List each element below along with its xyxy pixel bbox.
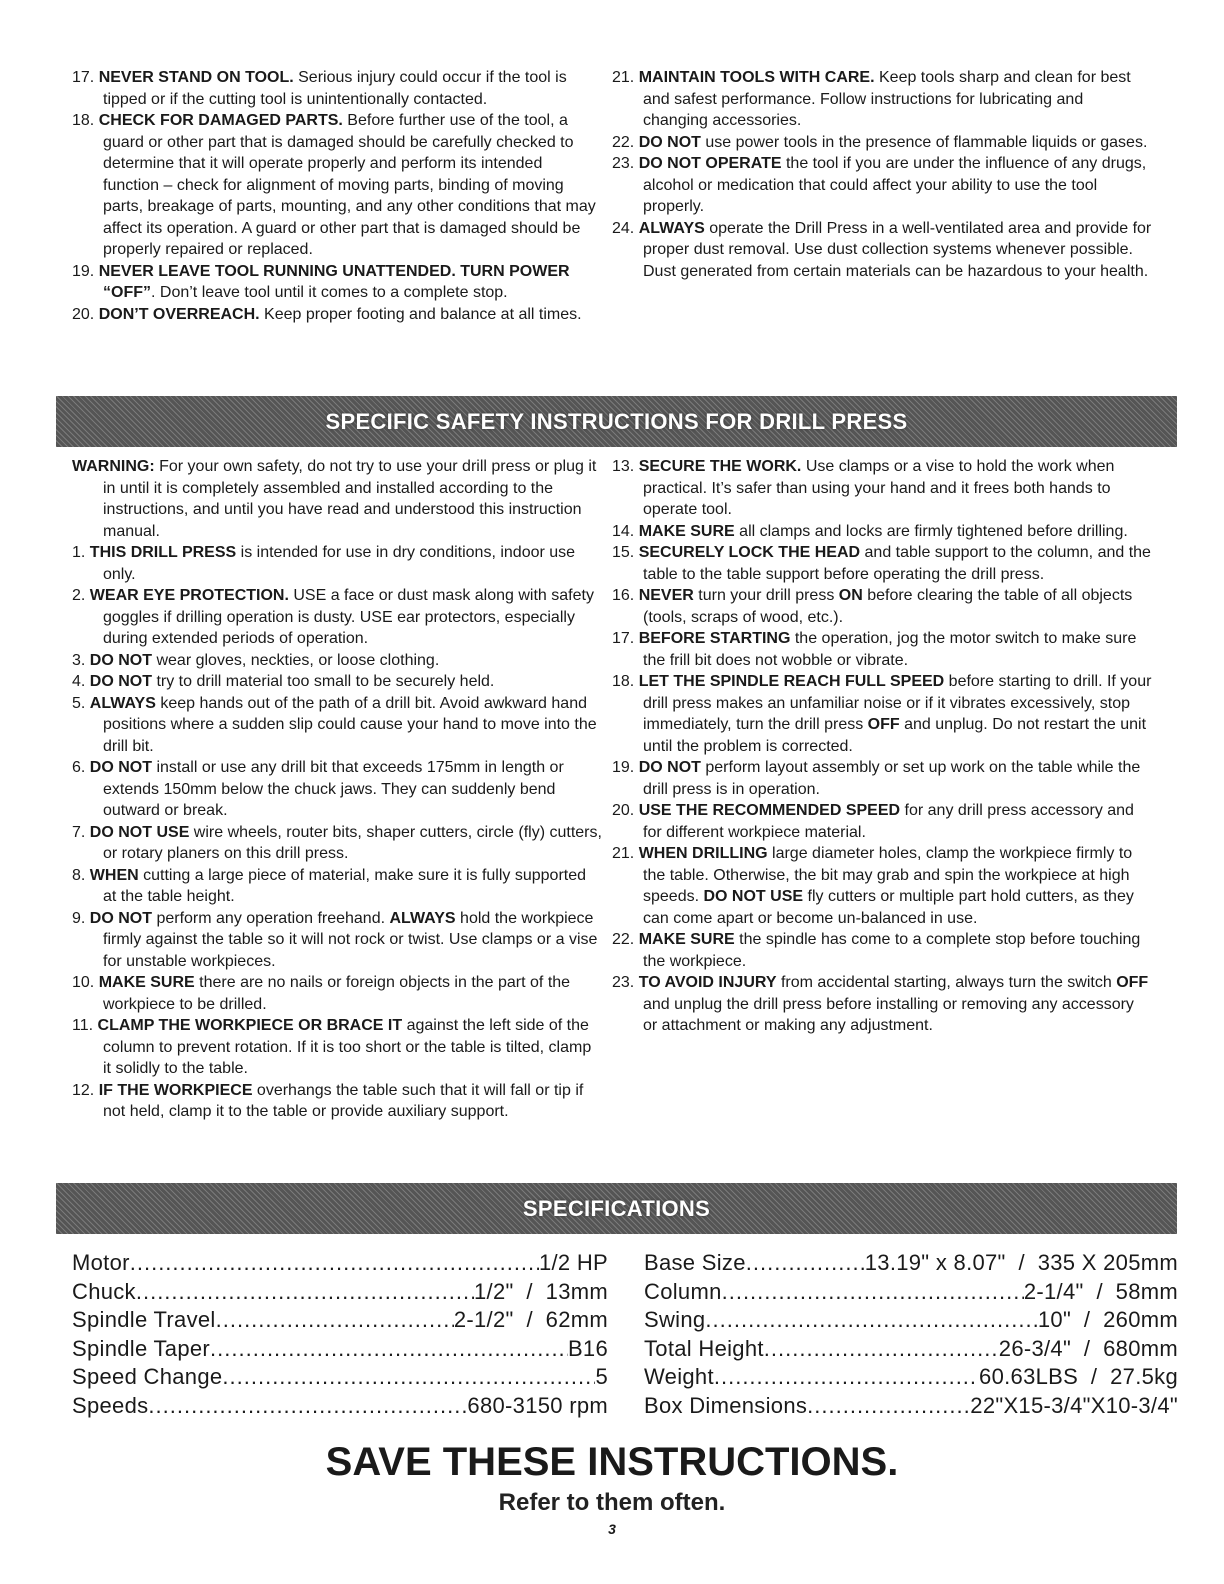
rule-text: before starting to drill. If your drill press makes an unfamiliar noise or if it vibrates excessively, stop immediately, turn the drill press bbox=[643, 673, 1152, 733]
spec-row bbox=[72, 1363, 608, 1392]
rule-text: the operation, jog the motor switch to make sure the frill bit does not wobble or vibrate. bbox=[643, 630, 1137, 669]
rule-emphasis: DO NOT bbox=[638, 759, 701, 776]
rule-number: 4. bbox=[72, 673, 86, 690]
spec-value: 13.19" x 8.07" / 335 X 205mm bbox=[864, 1250, 1178, 1275]
rule-number: 2. bbox=[72, 587, 86, 604]
rule-number: 17. bbox=[612, 630, 635, 647]
rule-text: perform any operation freehand. bbox=[152, 909, 390, 927]
spec-leader-dots bbox=[746, 1249, 865, 1278]
spec-row bbox=[644, 1363, 1178, 1392]
rule-number: 15. bbox=[612, 544, 635, 561]
spec-row bbox=[72, 1306, 608, 1335]
safety-rule-item bbox=[612, 67, 1152, 132]
rule-emphasis: DO NOT OPERATE bbox=[638, 155, 782, 172]
rule-number: 20. bbox=[612, 802, 635, 819]
rule-number: 19. bbox=[72, 262, 95, 280]
specs-right-table bbox=[644, 1249, 1178, 1421]
spec-label: Column bbox=[644, 1278, 722, 1304]
rule-emphasis: WEAR EYE PROTECTION. bbox=[89, 587, 289, 604]
safety-rule-item bbox=[612, 585, 1152, 628]
rule-text: Keep tools sharp and clean for best and safest performance. Follow instructions for lubricating and changing accessories. bbox=[643, 69, 1131, 129]
rule-emphasis: MAINTAIN TOOLS WITH CARE. bbox=[638, 69, 875, 86]
rule-emphasis: IF THE WORKPIECE bbox=[98, 1081, 253, 1099]
rule-emphasis: ALWAYS bbox=[89, 694, 156, 712]
rule-text: Use clamps or a vise to hold the work when practical. It’s safer than using your hand and it frees both hands to operate tool. bbox=[643, 458, 1115, 518]
safety-rule-item bbox=[612, 218, 1152, 283]
spec-label: Base Size bbox=[644, 1250, 746, 1275]
specific-rules-right-column bbox=[612, 456, 1152, 1037]
safety-rule-item bbox=[72, 671, 602, 693]
spec-value: 1/2 HP bbox=[538, 1250, 608, 1275]
spec-leader-dots bbox=[807, 1392, 970, 1421]
spec-label: Motor bbox=[72, 1250, 130, 1275]
rule-text: is intended for use in dry conditions, indoor use only. bbox=[103, 544, 576, 583]
spec-row bbox=[72, 1335, 608, 1364]
spec-leader-dots bbox=[148, 1392, 467, 1421]
rule-text: try to drill material too small to be securely held. bbox=[152, 673, 495, 690]
safety-rule-item bbox=[72, 757, 602, 822]
rule-number: 18. bbox=[612, 673, 635, 690]
rule-emphasis: CHECK FOR DAMAGED PARTS. bbox=[98, 112, 343, 129]
rule-text: overhangs the table such that it will fall or tip if not held, clamp it to the table or provide auxiliary support. bbox=[103, 1081, 584, 1120]
rule-emphasis: MAKE SURE bbox=[98, 974, 195, 991]
rule-text: . Don’t leave tool until it comes to a complete stop. bbox=[151, 284, 508, 301]
spec-leader-dots bbox=[722, 1278, 1024, 1307]
rule-emphasis: USE THE RECOMMENDED SPEED bbox=[638, 802, 901, 819]
rule-number: 5. bbox=[72, 694, 86, 712]
rule-number: 17. bbox=[72, 69, 95, 86]
rule-text: operate the Drill Press in a well-ventilated area and provide for proper dust removal. Use dust collection systems whenever possible. Dust generated from certain materials can be hazardous to your health. bbox=[643, 219, 1152, 280]
rule-text: wire wheels, router bits, shaper cutters, circle (fly) cutters, or rotary planers on this drill press. bbox=[103, 823, 602, 862]
specific-rules-left-list bbox=[72, 542, 602, 1123]
rule-number: 19. bbox=[612, 759, 635, 776]
rule-text: Serious injury could occur if the tool is tipped or if the cutting tool is unintentionally contacted. bbox=[103, 69, 567, 108]
rule-emphasis: SECURE THE WORK. bbox=[638, 458, 802, 475]
rule-text: and unplug the drill press before installing or removing any accessory or attachment or making any adjustment. bbox=[643, 995, 1134, 1034]
rule-text: before clearing the table of all objects (tools, scraps of wood, etc.). bbox=[643, 587, 1133, 626]
safety-rule-item bbox=[72, 585, 602, 650]
rule-number: 23. bbox=[612, 974, 635, 991]
warning-text: For your own safety, do not try to use your drill press or plug it in until it is completely assembled and installed according to the instructions, and until you have read and understood this instruction manual. bbox=[103, 458, 597, 540]
rule-text: for any drill press accessory and for different workpiece material. bbox=[643, 802, 1134, 841]
rule-number: 22. bbox=[612, 931, 635, 948]
spec-label: Weight bbox=[644, 1364, 714, 1390]
rule-emphasis: WHEN DRILLING bbox=[638, 845, 768, 862]
safety-rule-item bbox=[72, 650, 602, 672]
specifications-banner bbox=[56, 1183, 1177, 1234]
rule-number: 23. bbox=[612, 155, 635, 172]
rule-emphasis: MAKE SURE bbox=[638, 522, 735, 540]
rule-number: 7. bbox=[72, 823, 86, 841]
spec-label: Box Dimensions bbox=[644, 1392, 808, 1418]
rule-emphasis: SECURELY LOCK THE HEAD bbox=[638, 544, 861, 561]
spec-row bbox=[72, 1249, 608, 1278]
spec-value: 1/2" / 13mm bbox=[474, 1278, 608, 1304]
spec-row bbox=[644, 1278, 1178, 1307]
rule-text: USE a face or dust mask along with safety goggles if drilling operation is dusty. USE ear protectors, especially during extended periods of operation. bbox=[103, 587, 594, 647]
rule-number: 12. bbox=[72, 1081, 95, 1099]
spec-row bbox=[72, 1278, 608, 1307]
safety-rule-item bbox=[72, 693, 602, 758]
spec-row bbox=[644, 1392, 1178, 1421]
safety-rule-item bbox=[612, 843, 1152, 929]
spec-row bbox=[644, 1306, 1178, 1335]
spec-leader-dots bbox=[222, 1363, 595, 1392]
rule-emphasis: NEVER bbox=[638, 587, 694, 604]
save-instructions-subtitle: Refer to them often. bbox=[498, 1489, 726, 1516]
rule-emphasis: DO NOT bbox=[638, 133, 701, 151]
rule-number: 9. bbox=[72, 909, 86, 927]
rule-emphasis: DO NOT bbox=[89, 759, 153, 776]
rule-emphasis: DO NOT bbox=[89, 651, 153, 669]
rule-emphasis: TO AVOID INJURY bbox=[638, 974, 777, 991]
spec-label: Spindle Travel bbox=[72, 1307, 216, 1333]
rule-emphasis: LET THE SPINDLE REACH FULL SPEED bbox=[638, 673, 945, 690]
rule-emphasis: THIS DRILL PRESS bbox=[89, 544, 237, 561]
rule-emphasis: ON bbox=[838, 587, 863, 604]
spec-leader-dots bbox=[705, 1306, 1037, 1335]
rule-text: hold the workpiece firmly against the table so it will not rock or twist. Use clamps or a vise for unstable workpieces. bbox=[103, 909, 598, 970]
spec-label: Chuck bbox=[72, 1278, 136, 1304]
safety-rule-item bbox=[72, 67, 598, 110]
spec-value: 10" / 260mm bbox=[1037, 1307, 1178, 1333]
rule-emphasis: NEVER LEAVE TOOL RUNNING UNATTENDED. TURN POWER “OFF” bbox=[98, 262, 570, 301]
rule-text: wear gloves, neckties, or loose clothing. bbox=[152, 651, 440, 669]
rule-text: cutting a large piece of material, make sure it is fully supported at the table height. bbox=[103, 866, 587, 905]
spec-label: Total Height bbox=[644, 1335, 764, 1361]
general-rules-left-column bbox=[72, 67, 598, 325]
rule-text: use power tools in the presence of flammable liquids or gases. bbox=[700, 133, 1148, 151]
safety-rule-item bbox=[612, 542, 1152, 585]
safety-rule-item bbox=[72, 865, 602, 908]
rule-text: install or use any drill bit that exceeds 175mm in length or extends 150mm below the chuck jaws. They can suddenly bend outward or break. bbox=[103, 759, 564, 819]
safety-rule-item bbox=[612, 800, 1152, 843]
safety-rule-item bbox=[72, 542, 602, 585]
rule-emphasis: BEFORE STARTING bbox=[638, 630, 791, 647]
rule-emphasis: DO NOT USE bbox=[703, 888, 804, 905]
safety-rule-item bbox=[72, 1015, 602, 1080]
rule-emphasis: NEVER STAND ON TOOL. bbox=[98, 69, 294, 86]
page-number: 3 bbox=[608, 1521, 616, 1537]
rule-emphasis: MAKE SURE bbox=[638, 931, 735, 948]
safety-rule-item bbox=[72, 261, 598, 304]
safety-rule-item bbox=[72, 1080, 602, 1123]
rule-number: 18. bbox=[72, 112, 95, 129]
spec-value: 60.63LBS / 27.5kg bbox=[979, 1364, 1178, 1390]
spec-leader-dots bbox=[764, 1335, 999, 1364]
safety-rule-item bbox=[72, 908, 602, 973]
rule-number: 14. bbox=[612, 522, 635, 540]
safety-rule-item bbox=[612, 929, 1152, 972]
spec-leader-dots bbox=[714, 1363, 979, 1392]
spec-value: 2-1/4" / 58mm bbox=[1023, 1278, 1178, 1304]
rule-number: 20. bbox=[72, 305, 95, 323]
rule-text: and table support to the column, and the table to the table support before operating the drill press. bbox=[643, 544, 1151, 583]
rule-number: 3. bbox=[72, 651, 86, 669]
rule-emphasis: ALWAYS bbox=[389, 909, 456, 927]
rule-text: Before further use of the tool, a guard or other part that is damaged should be carefully checked to determine that it will operate properly and perform its intended function – check for alignment of moving parts, binding of moving parts, breakage of parts, mounting, and any other conditions that may affect its operation. A guard or other part that is damaged should be properly repaired or replaced. bbox=[103, 112, 596, 258]
spec-label: Speed Change bbox=[72, 1364, 223, 1390]
spec-value: 5 bbox=[595, 1364, 608, 1390]
rule-text: from accidental starting, always turn the switch bbox=[776, 974, 1117, 991]
spec-label: Spindle Taper bbox=[72, 1335, 211, 1361]
spec-value: B16 bbox=[567, 1335, 608, 1361]
warning-note bbox=[72, 456, 602, 542]
rule-text: all clamps and locks are firmly tightened before drilling. bbox=[734, 522, 1128, 540]
safety-rule-item bbox=[612, 972, 1152, 1037]
rule-number: 11. bbox=[72, 1017, 94, 1034]
safety-rule-item bbox=[72, 972, 602, 1015]
rule-text: there are no nails or foreign objects in the part of the workpiece to be drilled. bbox=[103, 974, 571, 1013]
spec-label: Swing bbox=[644, 1307, 706, 1333]
rule-text: the tool if you are under the influence of any drugs, alcohol or medication that could affect your ability to use the tool properly. bbox=[643, 155, 1147, 215]
specific-safety-banner-title: SPECIFIC SAFETY INSTRUCTIONS FOR DRILL PRESS bbox=[325, 409, 908, 434]
rule-number: 22. bbox=[612, 133, 635, 151]
rule-emphasis: DO NOT bbox=[89, 673, 153, 690]
rule-emphasis: DON’T OVERREACH. bbox=[98, 305, 260, 323]
rule-number: 21. bbox=[612, 845, 635, 862]
rule-text: perform layout assembly or set up work on the table while the drill press is in operation. bbox=[643, 759, 1141, 798]
rule-number: 8. bbox=[72, 866, 86, 884]
warning-label: WARNING: bbox=[72, 458, 155, 475]
rule-number: 6. bbox=[72, 759, 86, 776]
rule-number: 16. bbox=[612, 587, 635, 604]
spec-value: 2-1/2" / 62mm bbox=[453, 1307, 608, 1333]
rule-emphasis: WHEN bbox=[89, 866, 139, 884]
rule-number: 13. bbox=[612, 458, 635, 475]
rule-emphasis: ALWAYS bbox=[638, 219, 705, 237]
rule-text: against the left side of the column to prevent rotation. If it is too short or the table is tilted, clamp it solidly to the table. bbox=[103, 1017, 592, 1077]
rule-text: large diameter holes, clamp the workpiece firmly to the table. Otherwise, the bit may grab and spin the workpiece at high speeds. bbox=[643, 845, 1133, 905]
safety-rule-item bbox=[72, 110, 598, 261]
rule-text: and unplug. Do not restart the unit until the problem is corrected. bbox=[643, 716, 1147, 755]
rule-number: 1. bbox=[72, 544, 86, 561]
spec-row bbox=[72, 1392, 608, 1421]
rule-emphasis: OFF bbox=[1116, 974, 1149, 991]
spec-leader-dots bbox=[210, 1335, 568, 1364]
spec-row bbox=[644, 1249, 1178, 1278]
safety-rule-item bbox=[612, 757, 1152, 800]
rule-text: Keep proper footing and balance at all times. bbox=[259, 305, 582, 323]
rule-emphasis: DO NOT bbox=[89, 909, 153, 927]
spec-value: 26-3/4" / 680mm bbox=[998, 1335, 1178, 1361]
rule-emphasis: OFF bbox=[867, 716, 900, 733]
spec-value: 22"X15-3/4"X10-3/4" bbox=[970, 1392, 1178, 1418]
rule-text: keep hands out of the path of a drill bit. Avoid awkward hand positions where a sudden slip could cause your hand to move into the drill bit. bbox=[103, 694, 597, 755]
specs-left-table bbox=[72, 1249, 608, 1421]
rule-text: fly cutters or multiple part hold cutters, as they can come apart or become un-balanced in use. bbox=[643, 888, 1134, 927]
safety-rule-item bbox=[612, 671, 1152, 757]
rule-text: the spindle has come to a complete stop before touching the workpiece. bbox=[643, 931, 1141, 970]
spec-leader-dots bbox=[130, 1249, 539, 1278]
safety-rule-item bbox=[72, 304, 598, 326]
rule-emphasis: DO NOT USE bbox=[89, 823, 190, 841]
specifications-banner-title: SPECIFICATIONS bbox=[522, 1196, 711, 1221]
specific-rules-left-column bbox=[72, 456, 602, 1123]
rule-number: 24. bbox=[612, 219, 635, 237]
spec-leader-dots bbox=[136, 1278, 474, 1307]
rule-number: 21. bbox=[612, 69, 635, 86]
rule-emphasis: CLAMP THE WORKPIECE OR BRACE IT bbox=[97, 1017, 403, 1034]
safety-rule-item bbox=[612, 456, 1152, 521]
rule-text: turn your drill press bbox=[693, 587, 839, 604]
safety-rule-item bbox=[612, 628, 1152, 671]
safety-rule-item bbox=[612, 153, 1152, 218]
spec-label: Speeds bbox=[72, 1392, 149, 1418]
spec-leader-dots bbox=[216, 1306, 454, 1335]
specific-safety-banner bbox=[56, 396, 1177, 447]
safety-rule-item bbox=[612, 132, 1152, 154]
rule-number: 10. bbox=[72, 974, 95, 991]
general-rules-right-column bbox=[612, 67, 1152, 282]
save-instructions-title: SAVE THESE INSTRUCTIONS. bbox=[325, 1440, 899, 1484]
safety-rule-item bbox=[72, 822, 602, 865]
spec-row bbox=[644, 1335, 1178, 1364]
safety-rule-item bbox=[612, 521, 1152, 543]
spec-value: 680-3150 rpm bbox=[467, 1392, 608, 1418]
